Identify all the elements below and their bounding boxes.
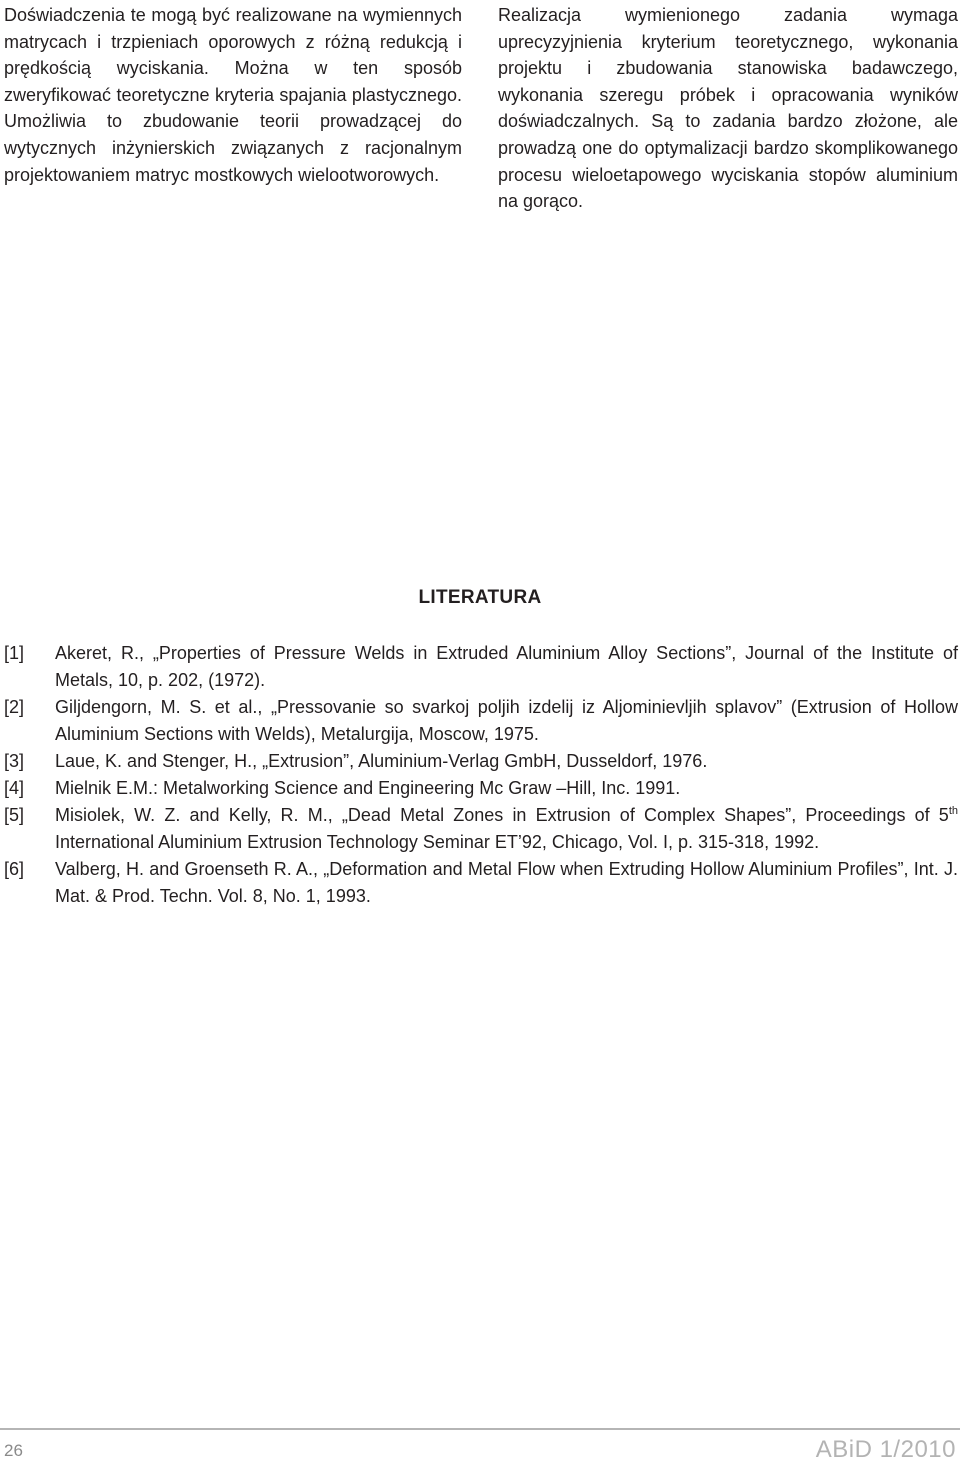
reference-text: Valberg, H. and Groenseth R. A., „Deformation and Metal Flow when Extruding Hollow Aluminium Profiles”, Int. J. Mat. & Prod. Techn. Vol. 8, No. 1, 1993.: [55, 859, 958, 906]
reference-list: [4, 640, 958, 910]
reference-number: [5]: [4, 805, 25, 825]
reference-number: [2]: [4, 697, 25, 717]
reference-text: Mielnik E.M.: Metalworking Science and Engineering Mc Graw –Hill, Inc. 1991.: [55, 778, 681, 798]
reference-number: [6]: [4, 859, 25, 879]
left-column-paragraph: Doświadczenia te mogą być realizowane na wymiennych matrycach i trzpieniach oporowych z różną redukcją i prędkością wyciskania. Można w ten sposób zweryfikować teoretyczne kryteria spajania plastycznego. Umożliwia to zbudowanie teorii prowadzącej do wytycznych inżynierskich związanych z racjonalnym projektowaniem matryc mostkowych wielootworowych.: [4, 5, 462, 185]
reference-item: [4, 694, 958, 748]
reference-text: Akeret, R., „Properties of Pressure Welds in Extruded Aluminium Alloy Sections”, Journal of the Institute of Metals, 10, p. 202, (1972).: [55, 643, 958, 690]
reference-item: [4, 775, 958, 802]
reference-item: [4, 640, 958, 694]
reference-text: Laue, K. and Stenger, H., „Extrusion”, Aluminium-Verlag GmbH, Dusseldorf, 1976.: [55, 751, 708, 771]
reference-text-before: Misiolek, W. Z. and Kelly, R. M., „Dead Metal Zones in Extrusion of Complex Shapes”, Proceedings of 5: [55, 805, 949, 825]
journal-issue: ABiD 1/2010: [815, 1436, 956, 1463]
page-number: 26: [4, 1441, 23, 1460]
reference-text: Giljdengorn, M. S. et al., „Pressovanie so svarkoj poljih izdelij iz Aljominievljih splavov” (Extrusion of Hollow Aluminium Sections with Welds), Metalurgija, Moscow, 1975.: [55, 697, 958, 744]
superscript-th: th: [948, 805, 958, 817]
reference-item: [4, 802, 958, 856]
literature-heading: LITERATURA: [418, 587, 542, 608]
reference-number: [1]: [4, 643, 25, 663]
reference-item: [4, 856, 958, 910]
reference-number: [3]: [4, 751, 25, 771]
reference-number: [4]: [4, 778, 25, 798]
footer-divider: [0, 1428, 960, 1430]
reference-text-after: International Aluminium Extrusion Technology Seminar ET’92, Chicago, Vol. I, p. 315-318, 1992.: [55, 832, 820, 852]
right-column-paragraph: Realizacja wymienionego zadania wymaga uprecyzyjnienia kryterium teoretycznego, wykonania projektu i zbudowania stanowiska badawczego, wykonania szeregu próbek i opracowania wyników doświadczalnych. Są to zadania bardzo złożone, ale prowadzą one do optymalizacji bardzo skomplikowanego procesu wieloetapowego wyciskania stopów aluminium na gorąco.: [498, 5, 958, 212]
reference-item: [4, 748, 958, 775]
